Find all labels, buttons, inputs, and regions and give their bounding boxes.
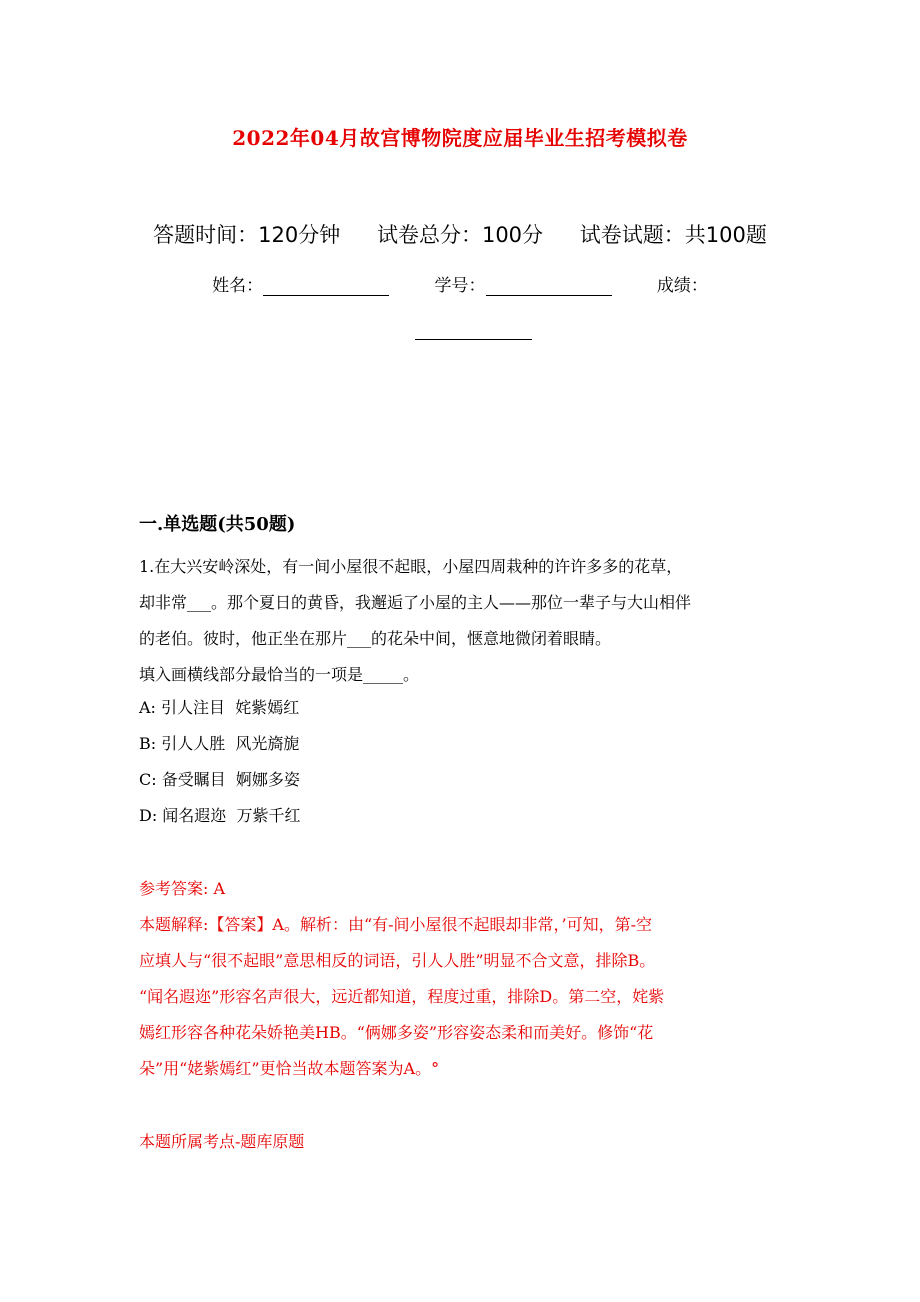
exam-question-count: 试卷试题：共100题	[579, 223, 767, 247]
name-label: 姓名：	[212, 276, 264, 296]
explanation-line: 应填人与“很不起眼”意思相反的词语，引人人胜”明显不合文意，排除B。	[139, 951, 656, 970]
option-c[interactable]: C: 备受瞩目 婀娜多姿	[139, 770, 300, 789]
option-a[interactable]: A: 引人注目 姹紫嫣红	[139, 698, 300, 717]
name-field	[212, 271, 389, 296]
student-id-label: 学号：	[434, 276, 486, 296]
exam-info	[0, 219, 920, 249]
exam-time: 答题时间：120分钟	[153, 223, 341, 247]
reference-answer: 参考答案: A	[139, 879, 226, 898]
question-stem	[139, 549, 789, 693]
option-d[interactable]: D: 闻名遐迩 万紫千红	[139, 806, 301, 825]
student-id-blank[interactable]	[486, 277, 612, 296]
name-blank[interactable]	[263, 277, 389, 296]
question-prompt: 填入画横线部分最恰当的一项是_____。	[139, 665, 420, 684]
question-stem-line: 的老伯。彼时，他正坐在那片___的花朵中间，惬意地微闭着眼睛。	[139, 629, 612, 648]
student-info-row	[0, 271, 920, 296]
answer-block	[139, 871, 789, 1087]
exam-total-score: 试卷总分：100分	[376, 223, 544, 247]
student-id-field	[435, 271, 612, 296]
option-b[interactable]: B: 引人人胜 风光旖旎	[139, 734, 300, 753]
score-blank[interactable]	[415, 321, 532, 340]
knowledge-point: 本题所属考点-题库原题	[139, 1132, 305, 1151]
explanation-line: 嫣红形容各种花朵娇艳美HB。“俩娜多姿”形容姿态柔和而美好。修饰“花	[139, 1023, 654, 1042]
section-title: 一.单选题(共50题)	[139, 514, 296, 535]
question-stem-line: 却非常___。那个夏日的黄昏，我邂逅了小屋的主人——那位一辈子与大山相伴	[139, 593, 692, 612]
question-options	[139, 690, 300, 834]
score-label: 成绩：	[656, 276, 708, 296]
explanation-line: 朵”用“姥紫嫣红”更恰当故本题答案为A。°	[139, 1059, 440, 1078]
explanation-line: 本题解释:【答案】A。解析：由“有-间小屋很不起眼却非常，’可知，第-空	[139, 915, 653, 934]
explanation-line: “闻名遐迩”形容名声很大，远近都知道，程度过重，排除D。第二空，姹紫	[139, 987, 665, 1006]
question-stem-line: 1.在大兴安岭深处，有一间小屋很不起眼，小屋四周栽种的许许多多的花草，	[139, 557, 683, 576]
page-title: 2022年04月故宫博物院度应届毕业生招考模拟卷	[232, 126, 688, 150]
score-field	[657, 271, 708, 296]
